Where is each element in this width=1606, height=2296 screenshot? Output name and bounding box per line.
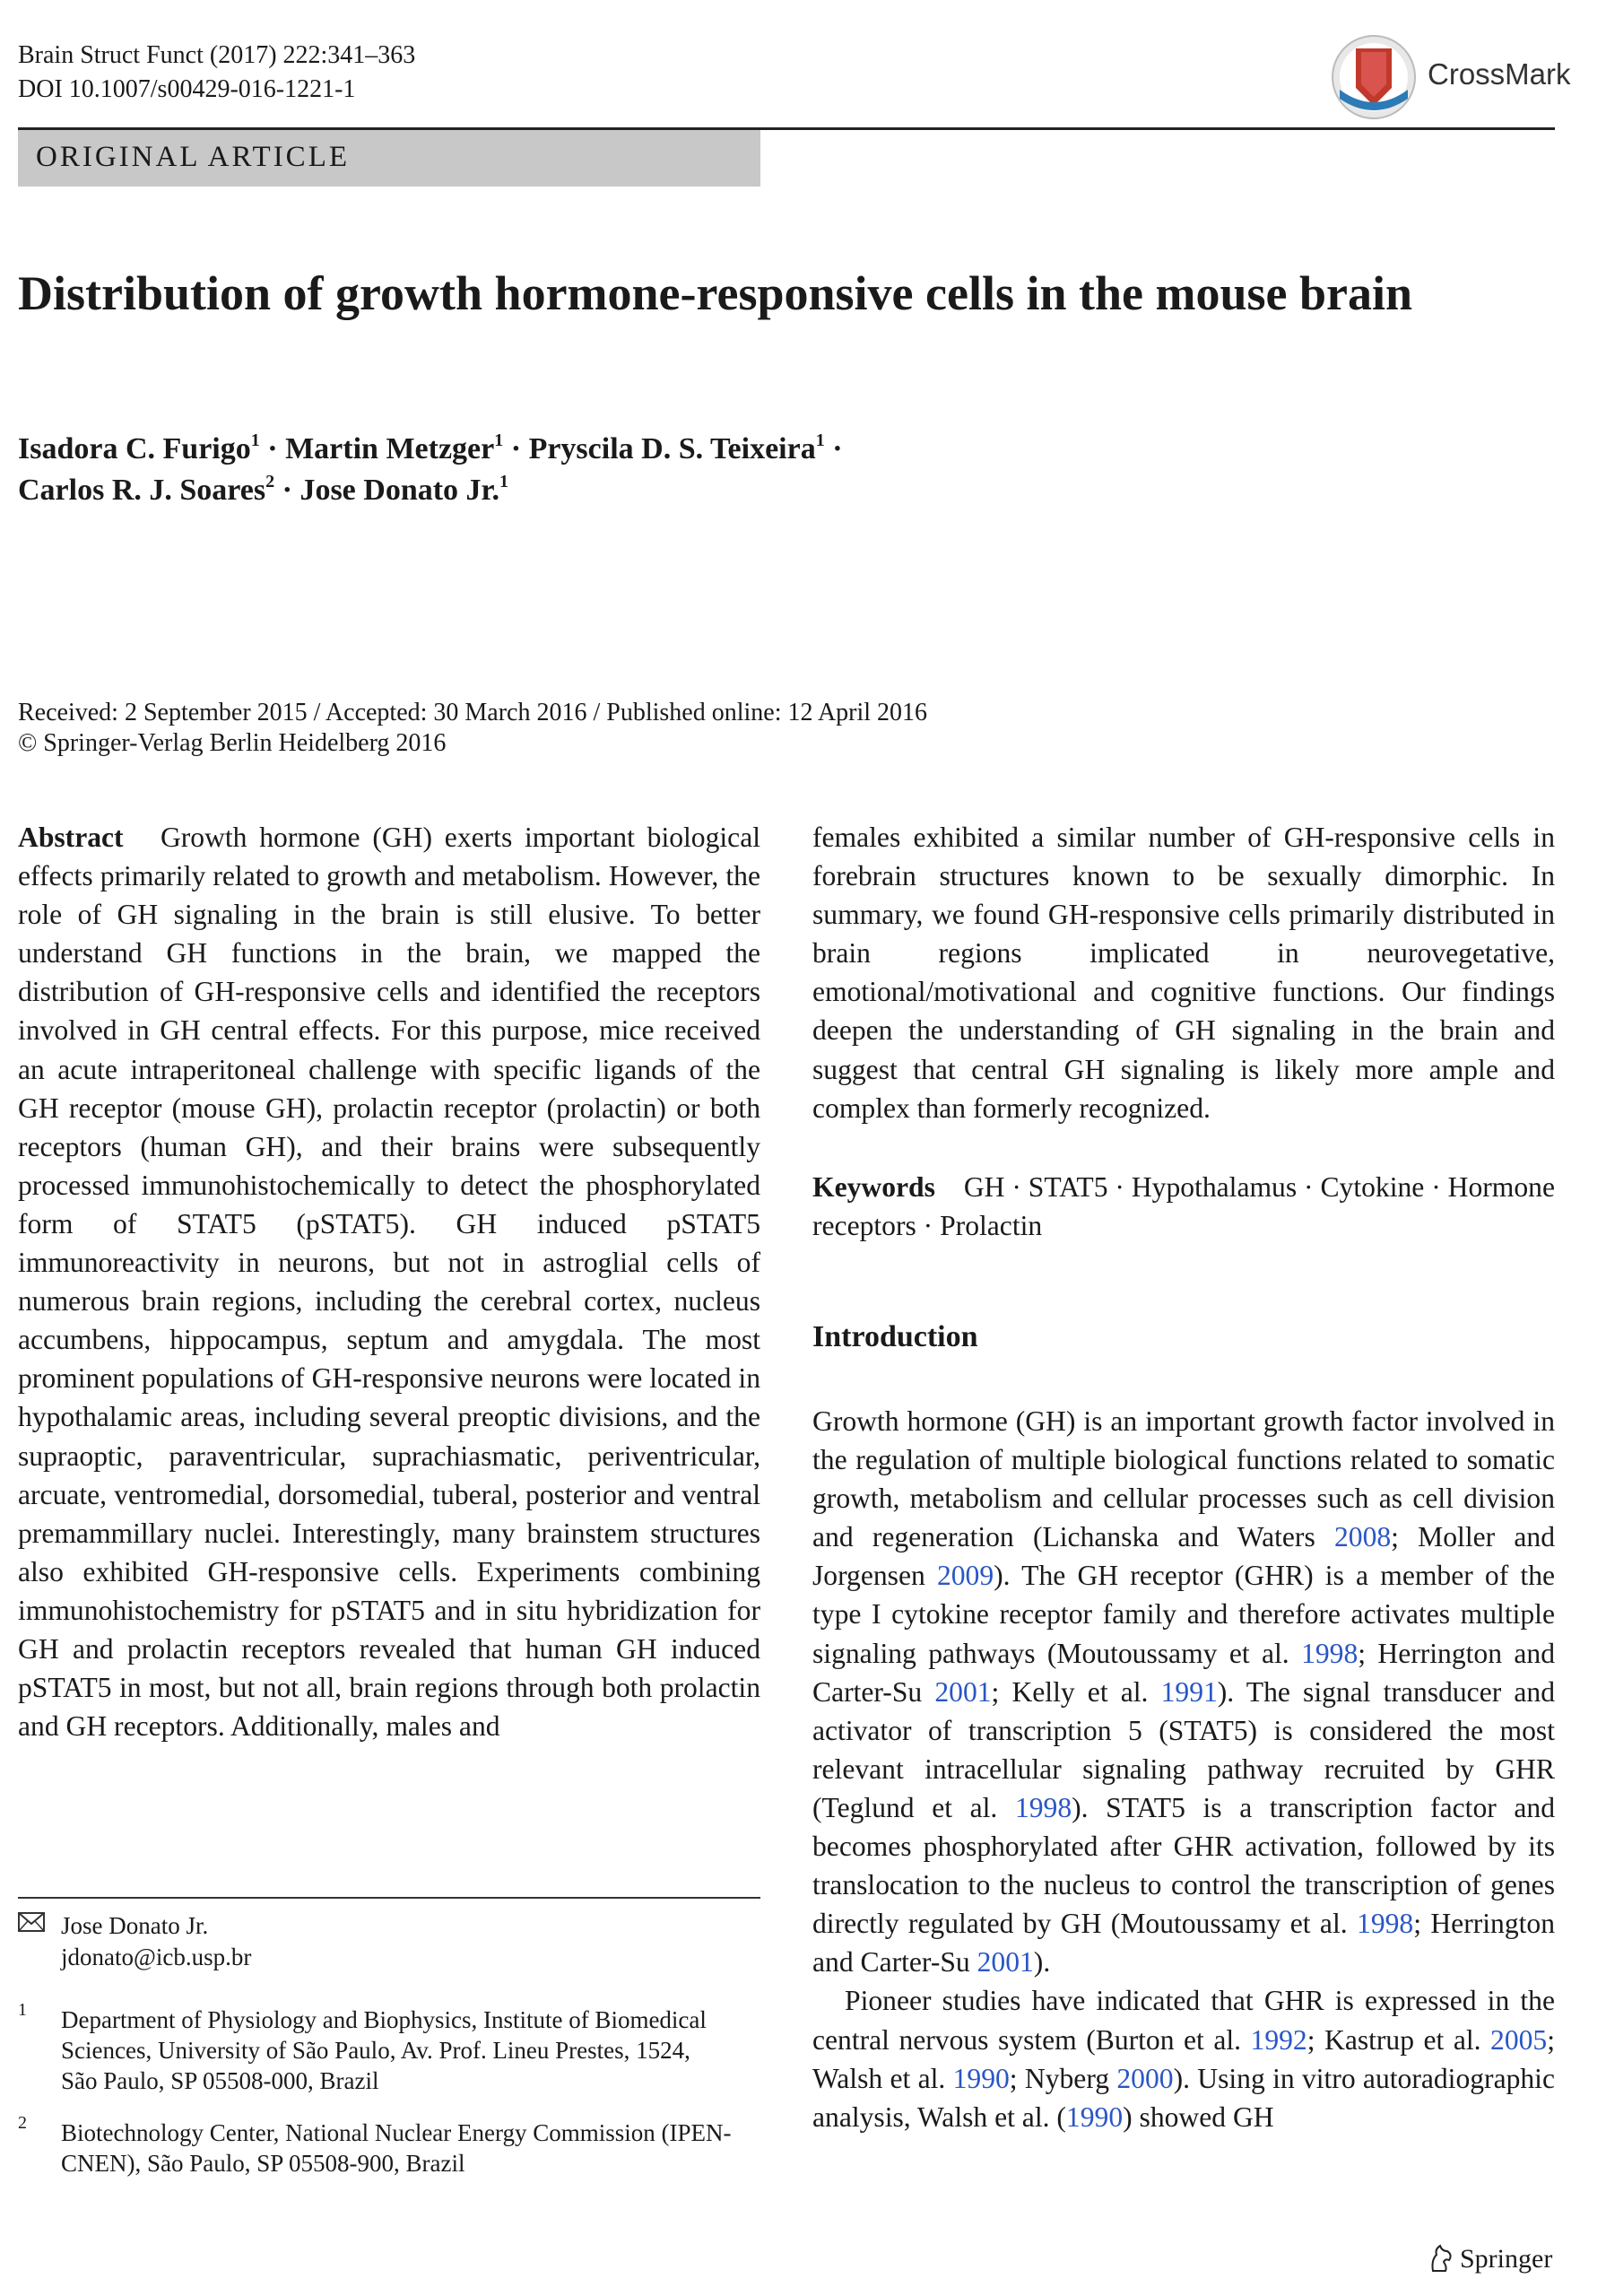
citation-link[interactable]: 1998	[1357, 1908, 1414, 1940]
body-text: ; Herrington and Carter-Su	[812, 1637, 1555, 1708]
body-text: ; Herrington and Carter-Su	[812, 1908, 1555, 1979]
body-text: ). The signal transducer and activator of transcription 5 (STAT5) is considered the most relevant intracellular signaling pathway recruited by GHR (Teglund et al.	[812, 1675, 1555, 1823]
keyword: Hypothalamus	[1131, 1171, 1298, 1203]
author[interactable]: Pryscila D. S. Teixeira$^1$	[528, 430, 825, 465]
publication-dates	[18, 698, 927, 759]
citation-link[interactable]: 2000	[1116, 2062, 1174, 2094]
publisher-name: Springer	[1460, 2244, 1553, 2274]
citation-link[interactable]: 1998	[1301, 1637, 1359, 1669]
publisher-logo	[1428, 2244, 1552, 2274]
author-separator: ·	[282, 474, 292, 507]
crossmark-badge[interactable]	[1329, 32, 1571, 122]
body-text: ).	[1033, 1946, 1051, 1979]
keyword: GH	[963, 1171, 1005, 1203]
citation-link[interactable]: 2005	[1490, 2023, 1548, 2056]
keywords	[812, 1168, 1555, 1245]
keyword-separator: ·	[1107, 1171, 1132, 1203]
abstract-text-continued: females exhibited a similar number of GH-responsive cells in forebrain structures known to be sexually dimorphic. In summary, we found GH-responsive cells primarily distributed in brain regions implicated in neurovegetative, emotional/motivational and cognitive functions. Our findings deepen the understanding of GH signaling in the brain and suggest that central GH signaling is likely more ample and complex than formerly recognized.	[812, 822, 1555, 1124]
crossmark-label: CrossMark	[1428, 57, 1571, 91]
copyright: © Springer-Verlag Berlin Heidelberg 2016	[18, 729, 447, 757]
author-separator: ·	[832, 432, 843, 465]
body-text: ). Using in vitro autoradiographic analysis, Walsh et al. (	[812, 2062, 1555, 2133]
abstract-label: Abstract	[18, 822, 124, 853]
author[interactable]: Carlos R. J. Soares$^2$	[18, 472, 275, 507]
introduction-body	[812, 1402, 1555, 2136]
citation-link[interactable]: 1992	[1250, 2023, 1307, 2056]
body-text: ; Moller and Jorgensen	[812, 1521, 1555, 1592]
introduction-paragraph	[812, 1402, 1555, 1981]
affiliation-1: Department of Physiology and Biophysics, Institute of Biomedical Sciences, University of São Paulo, Av. Prof. Lineu Prestes, 1524, São Paulo, SP 05508-000, Brazil	[61, 2006, 707, 2094]
keyword-separator: ·	[1297, 1171, 1321, 1203]
keyword: Prolactin	[940, 1210, 1043, 1242]
body-text: ). The GH receptor (GHR) is a member of the type I cytokine receptor family and therefore activates multiple signaling pathways (Moutoussamy et al.	[812, 1560, 1556, 1669]
body-text: ; Walsh et al.	[812, 2023, 1555, 2094]
citation-link[interactable]: 2008	[1333, 1521, 1392, 1553]
keyword: Hormone receptors	[812, 1171, 1555, 1242]
citation-link[interactable]: 1990	[1065, 2100, 1124, 2133]
introduction-paragraph	[812, 1981, 1555, 2135]
author-separator: ·	[267, 432, 278, 465]
citation-link[interactable]: 2001	[934, 1675, 992, 1708]
history-dates: Received: 2 September 2015 / Accepted: 30 March 2016 / Published online: 12 April 2016	[18, 699, 928, 726]
affiliation-number: 2	[18, 2113, 27, 2133]
author-list	[18, 429, 1273, 511]
body-text: ; Kelly et al.	[991, 1675, 1161, 1708]
author[interactable]: Martin Metzger$^1$	[285, 430, 504, 465]
citation-link[interactable]: 1990	[952, 2062, 1010, 2094]
body-text: ; Kastrup et al.	[1307, 2023, 1491, 2056]
body-text: ). STAT5 is a transcription factor and becomes phosphorylated after GHR activation, followed by its translocation to the nucleus to control the transcription of genes directly regulated by GH (Moutoussamy et al.	[812, 1791, 1555, 1940]
corresponding-author-email[interactable]: jdonato@icb.usp.br	[61, 1944, 252, 1970]
abstract-text: Growth hormone (GH) exerts important biological effects primarily related to growth and metabolism. However, the role of GH signaling in the brain is still elusive. To better understand GH functions in the brain, we mapped the distribution of GH-responsive cells and identified the receptors involved in GH central effects. For this purpose, mice received an acute intraperitoneal challenge with specific ligands of the GH receptor (mouse GH), prolactin receptor (prolactin) or both receptors (human GH), and their brains were subsequently processed immunohistochemically to detect the phosphorylated form of STAT5 (pSTAT5). GH induced pSTAT5 immunoreactivity in neurons, but not in astroglial cells of numerous brain regions, including the cerebral cortex, nucleus accumbens, hippocampus, septum and amygdala. The most prominent populations of GH-responsive neurons were located in hypothalamic areas, including several preoptic divisions, and the supraoptic, paraventricular, suprachiasmatic, periventricular, arcuate, ventromedial, dorsomedial, tuberal, posterior and ventral premammillary nuclei. Interestingly, many brainstem structures also exhibited GH-responsive cells. Experiments combining immunohistochemistry for pSTAT5 and in situ hybridization for GH and prolactin receptors revealed that human GH induced pSTAT5 in most, but not all, brain regions through both prolactin and GH receptors. Additionally, males and	[18, 822, 760, 1743]
body-text: Pioneer studies have indicated that GHR is expressed in the central nervous system (Burton et al.	[812, 1985, 1555, 2056]
author[interactable]: Isadora C. Furigo$^1$	[18, 430, 260, 465]
keywords-label: Keywords	[812, 1171, 935, 1203]
affiliation-number: 1	[18, 2000, 27, 2020]
envelope-icon	[18, 1912, 45, 1932]
body-text: ; Nyberg	[1009, 2062, 1117, 2094]
journal-citation: Brain Struct Funct (2017) 222:341–363	[18, 41, 416, 69]
citation-link[interactable]: 1991	[1160, 1675, 1218, 1708]
citation-link[interactable]: 1998	[1014, 1791, 1072, 1823]
author-separator: ·	[510, 432, 522, 465]
crossmark-icon	[1329, 32, 1419, 122]
keyword-separator: ·	[1004, 1171, 1029, 1203]
abstract-right	[812, 818, 1555, 1127]
article-title: Distribution of growth hormone-responsive cells in the mouse brain	[18, 266, 1413, 320]
doi[interactable]: DOI 10.1007/s00429-016-1221-1	[18, 75, 356, 103]
citation-link[interactable]: 2001	[977, 1946, 1034, 1979]
affiliation-2: Biotechnology Center, National Nuclear Energy Commission (IPEN-CNEN), São Paulo, SP 05508-900, Brazil	[61, 2119, 732, 2177]
body-text: Growth hormone (GH) is an important growth factor involved in the regulation of multiple biological functions related to somatic growth, metabolism and cellular processes such as cell division and regeneration (Lichanska and Waters	[812, 1405, 1555, 1553]
keyword: Cytokine	[1320, 1171, 1425, 1203]
keyword-separator: ·	[1424, 1171, 1448, 1203]
keyword: STAT5	[1028, 1171, 1108, 1203]
article-type-band	[18, 130, 760, 187]
keyword-separator: ·	[916, 1210, 941, 1242]
corresponding-author-name: Jose Donato Jr.	[61, 1912, 209, 1939]
section-heading-introduction: Introduction	[812, 1320, 978, 1353]
article-type: ORIGINAL ARTICLE	[36, 141, 351, 173]
body-text: ) showed GH	[1123, 2100, 1274, 2133]
citation-link[interactable]: 2009	[936, 1560, 994, 1592]
springer-horse-icon	[1428, 2244, 1454, 2273]
footnote-rule	[18, 1897, 760, 1899]
abstract-left	[18, 818, 760, 1745]
author[interactable]: Jose Donato Jr.$^1$	[299, 472, 509, 507]
